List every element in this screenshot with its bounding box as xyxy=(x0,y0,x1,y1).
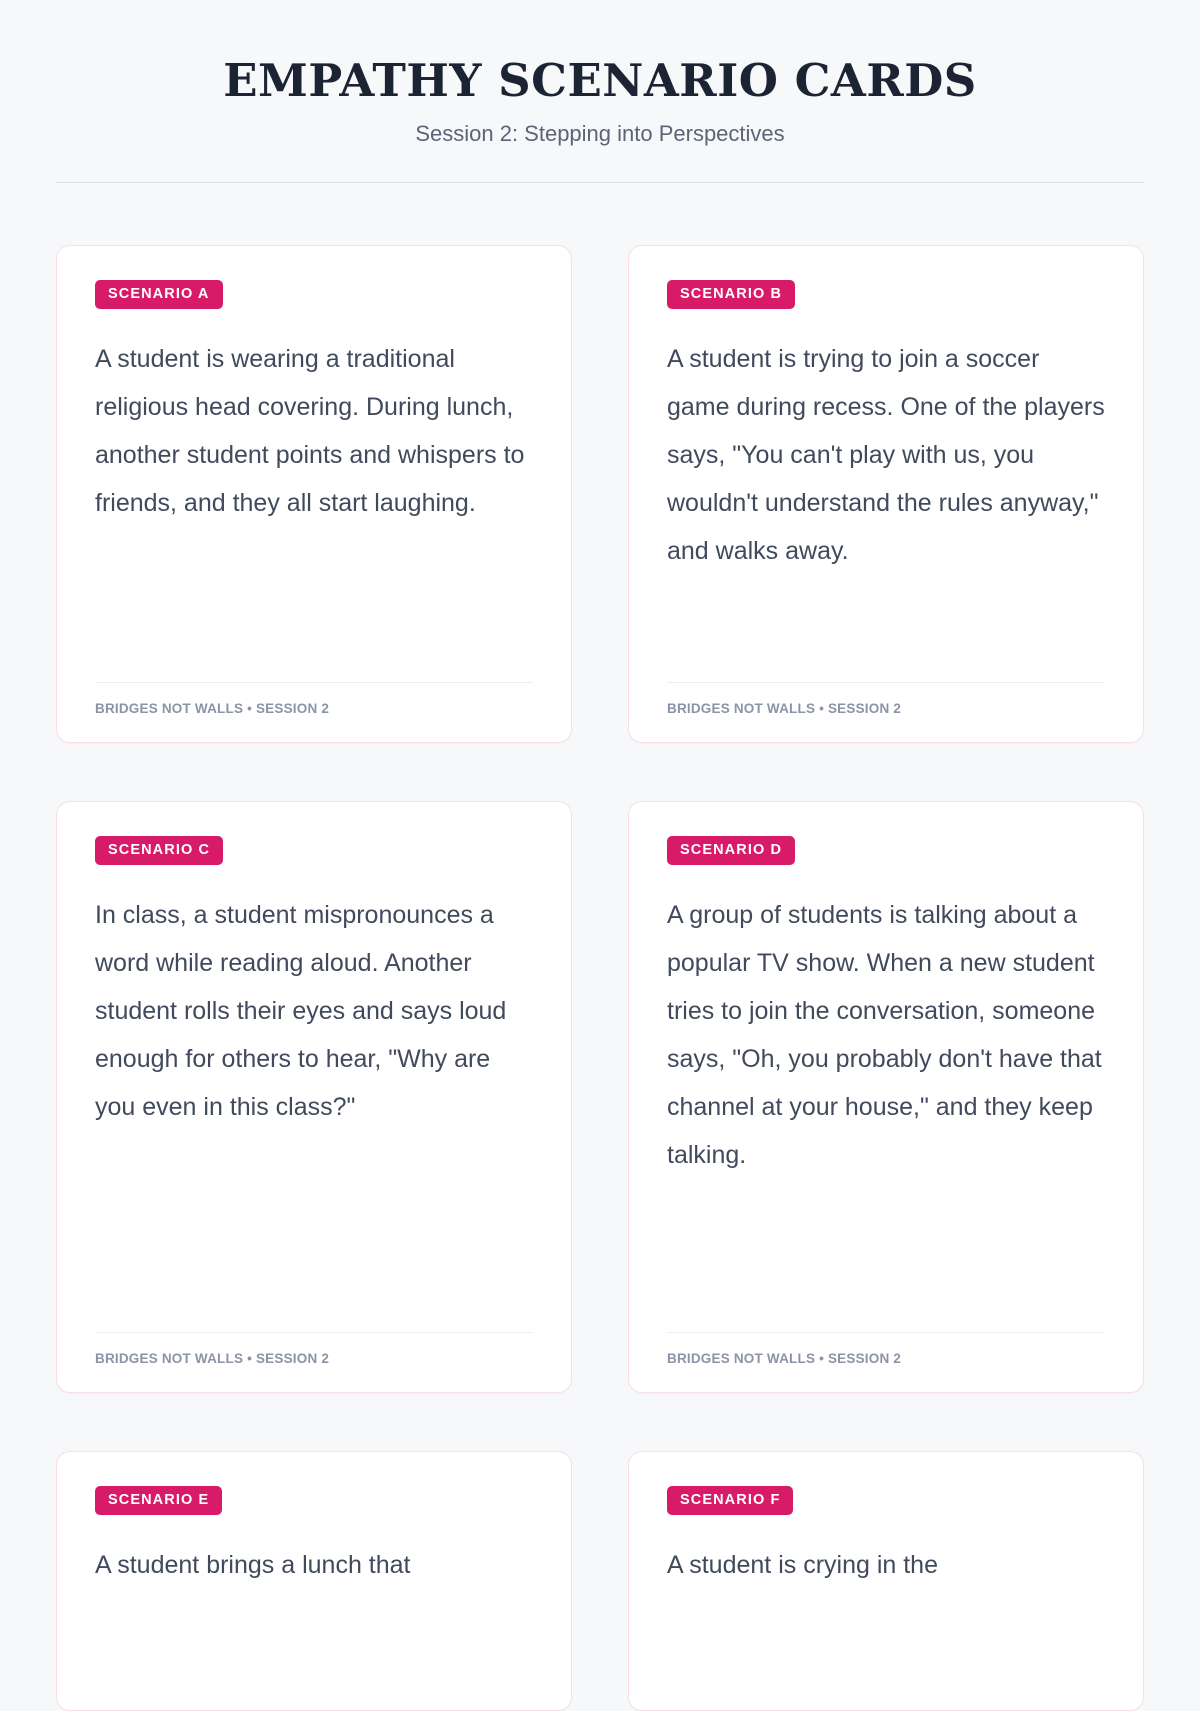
scenario-card-f[interactable] xyxy=(628,1451,1144,1711)
card-footer: BRIDGES NOT WALLS • SESSION 2 xyxy=(667,1332,1105,1366)
status-badge: SCENARIO F xyxy=(667,1486,793,1515)
card-footer: BRIDGES NOT WALLS • SESSION 2 xyxy=(667,682,1105,716)
scenario-card-e[interactable] xyxy=(56,1451,572,1711)
scenario-text: A student brings a lunch that xyxy=(95,1550,411,1579)
scenario-text: A student is wearing a traditional religious head covering. During lunch, another student points and whispers to friends, and they all start laughing. xyxy=(95,344,525,517)
status-badge: SCENARIO E xyxy=(95,1486,222,1515)
scenario-card-a[interactable] xyxy=(56,245,572,743)
card-footer: BRIDGES NOT WALLS • SESSION 2 xyxy=(95,682,533,716)
scenario-text: A group of students is talking about a popular TV show. When a new student tries to join the conversation, someone says, "Oh, you probably don't have that channel at your house," and they keep talking. xyxy=(667,900,1102,1169)
status-badge: SCENARIO B xyxy=(667,280,795,309)
scenario-card-d[interactable] xyxy=(628,801,1144,1393)
status-badge: SCENARIO A xyxy=(95,280,223,309)
page-title: EMPATHY SCENARIO CARDS xyxy=(223,54,977,107)
card-footer: BRIDGES NOT WALLS • SESSION 2 xyxy=(95,1332,533,1366)
status-badge: SCENARIO C xyxy=(95,836,223,865)
page-subtitle: Session 2: Stepping into Perspectives xyxy=(415,120,785,146)
scenario-cards-grid xyxy=(56,245,1144,1711)
scenario-text: In class, a student mispronounces a word while reading aloud. Another student rolls their eyes and says loud enough for others to hear, "Why are you even in this class?" xyxy=(95,900,507,1121)
page-header xyxy=(56,48,1144,183)
scenario-text: A student is crying in the xyxy=(667,1550,938,1579)
header-divider xyxy=(56,182,1144,183)
scenario-card-c[interactable] xyxy=(56,801,572,1393)
status-badge: SCENARIO D xyxy=(667,836,795,865)
scenario-text: A student is trying to join a soccer game during recess. One of the players says, "You can't play with us, you wouldn't understand the rules anyway," and walks away. xyxy=(667,344,1105,565)
scenario-card-b[interactable] xyxy=(628,245,1144,743)
